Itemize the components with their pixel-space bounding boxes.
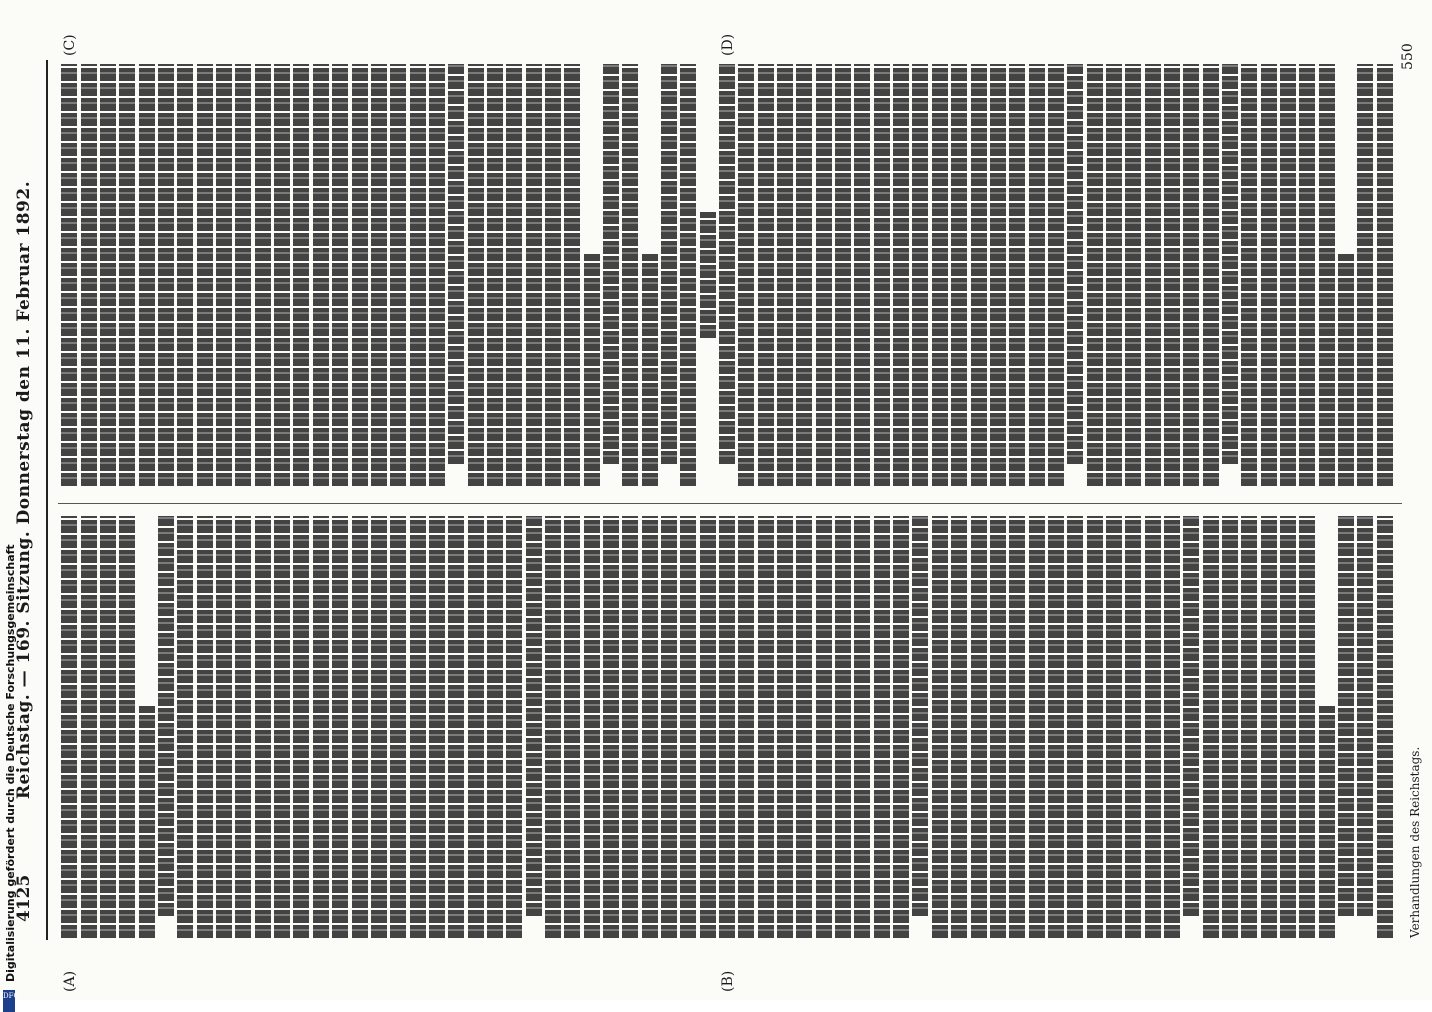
- text-line: [1241, 516, 1257, 938]
- text-line: [1338, 516, 1354, 916]
- text-line: [622, 516, 638, 938]
- text-line: [487, 516, 503, 938]
- text-line: [448, 64, 464, 464]
- text-line: [119, 516, 135, 938]
- text-line: [1203, 516, 1219, 938]
- text-line: [545, 64, 561, 486]
- text-line: [371, 64, 387, 486]
- text-line: [81, 516, 97, 938]
- text-line: [1029, 516, 1045, 938]
- text-line: [1299, 64, 1315, 486]
- text-line: [564, 516, 580, 938]
- text-line: [854, 516, 870, 938]
- text-line: [139, 64, 155, 486]
- text-line: [506, 516, 522, 938]
- text-line: [719, 516, 735, 938]
- text-line: [777, 64, 793, 486]
- text-line: [951, 516, 967, 938]
- text-line: [1048, 516, 1064, 938]
- text-line: [835, 64, 851, 486]
- text-line: [700, 516, 716, 938]
- text-line: [1164, 516, 1180, 938]
- text-line: [990, 516, 1006, 938]
- text-line: [216, 64, 232, 486]
- text-line: [1222, 64, 1238, 464]
- footer-note: Verhandlungen des Reichstags.: [1408, 746, 1422, 938]
- text-line: [777, 516, 793, 938]
- text-line: [390, 516, 406, 938]
- text-line: [487, 64, 503, 486]
- text-line: [352, 64, 368, 486]
- text-line: [971, 516, 987, 938]
- text-line: [719, 64, 735, 464]
- text-line: [932, 516, 948, 938]
- text-line: [158, 64, 174, 486]
- text-line: [100, 64, 116, 486]
- text-line: [912, 516, 928, 916]
- dfg-logo-label: DFG: [3, 992, 20, 1000]
- text-line: [1319, 64, 1335, 486]
- text-line: [758, 516, 774, 938]
- text-line: [758, 64, 774, 486]
- text-line: [1106, 64, 1122, 486]
- text-line: [1261, 516, 1277, 938]
- text-line: [61, 516, 77, 938]
- text-line: [835, 516, 851, 938]
- text-line: [1222, 516, 1238, 938]
- text-line: [680, 64, 696, 486]
- margin-marker-c: (C): [62, 34, 78, 56]
- text-line: [1164, 64, 1180, 486]
- text-line: [951, 64, 967, 486]
- text-line: [932, 64, 948, 486]
- text-line: [410, 64, 426, 486]
- text-line: [197, 516, 213, 938]
- text-line: [139, 706, 155, 938]
- text-line: [506, 64, 522, 486]
- text-line: [893, 516, 909, 938]
- text-line: [1241, 64, 1257, 486]
- text-line: [661, 516, 677, 938]
- text-line: [1357, 64, 1373, 486]
- text-line: [1338, 254, 1354, 486]
- text-line: [1377, 516, 1393, 938]
- text-line: [61, 64, 77, 486]
- text-line: [274, 64, 290, 486]
- text-line: [371, 516, 387, 938]
- text-line: [1067, 516, 1083, 938]
- margin-marker-b: (B): [720, 970, 736, 992]
- text-line: [313, 516, 329, 938]
- text-line: [1087, 516, 1103, 938]
- page-bottom-number: 550: [1400, 43, 1416, 70]
- dfg-logo: [3, 990, 20, 1012]
- text-line: [1203, 64, 1219, 486]
- text-line: [235, 516, 251, 938]
- text-line: [1029, 64, 1045, 486]
- text-line: [352, 516, 368, 938]
- text-line: [584, 516, 600, 938]
- text-line: [738, 516, 754, 938]
- text-line: [971, 64, 987, 486]
- text-line: [642, 516, 658, 938]
- text-line: [1125, 516, 1141, 938]
- text-line: [255, 64, 271, 486]
- text-line: [912, 64, 928, 486]
- page-header-title: Reichstag. — 169. Sitzung. Donnerstag den 11. Februar 1892.: [14, 180, 34, 800]
- text-line: [526, 64, 542, 486]
- text-line: [81, 64, 97, 486]
- text-line: [622, 64, 638, 486]
- text-line: [100, 516, 116, 938]
- text-line: [874, 64, 890, 486]
- text-line: [448, 516, 464, 938]
- text-line: [990, 64, 1006, 486]
- text-line: [1009, 516, 1025, 938]
- page-number: 4125: [14, 874, 34, 922]
- text-line: [1299, 516, 1315, 938]
- text-line: [1145, 516, 1161, 938]
- text-line: [603, 64, 619, 464]
- text-line: [1087, 64, 1103, 486]
- text-line: [1261, 64, 1277, 486]
- text-line: [526, 516, 542, 916]
- text-line: [119, 64, 135, 486]
- text-line: [390, 64, 406, 486]
- text-line: [177, 516, 193, 938]
- text-line: [1357, 516, 1373, 916]
- margin-marker-a: (A): [62, 970, 78, 992]
- text-line: [874, 516, 890, 938]
- text-line: [255, 516, 271, 938]
- text-line: [1280, 516, 1296, 938]
- text-line: [332, 516, 348, 938]
- text-line: [1183, 516, 1199, 916]
- text-line: [738, 64, 754, 486]
- text-column-right: [58, 64, 1402, 486]
- text-line: [816, 516, 832, 938]
- text-line: [158, 516, 174, 916]
- text-line: [584, 254, 600, 486]
- text-line: [235, 64, 251, 486]
- margin-marker-d: (D): [720, 33, 736, 56]
- text-line: [1067, 64, 1083, 464]
- text-line: [429, 64, 445, 486]
- text-line: [1280, 64, 1296, 486]
- text-line: [642, 254, 658, 486]
- text-line: [796, 516, 812, 938]
- text-line: [313, 64, 329, 486]
- text-line: [700, 212, 716, 339]
- text-line: [197, 64, 213, 486]
- text-line: [1145, 64, 1161, 486]
- text-line: [468, 516, 484, 938]
- text-line: [410, 516, 426, 938]
- text-line: [661, 64, 677, 464]
- text-line: [293, 64, 309, 486]
- column-divider: [58, 503, 1402, 504]
- text-line: [564, 64, 580, 486]
- text-line: [1106, 516, 1122, 938]
- text-line: [1319, 706, 1335, 938]
- text-line: [1048, 64, 1064, 486]
- text-line: [796, 64, 812, 486]
- text-line: [680, 516, 696, 938]
- text-line: [216, 516, 232, 938]
- text-line: [293, 516, 309, 938]
- text-line: [332, 64, 348, 486]
- text-line: [274, 516, 290, 938]
- text-line: [429, 516, 445, 938]
- text-line: [545, 516, 561, 938]
- header-rule: [46, 60, 48, 940]
- text-line: [1183, 64, 1199, 486]
- text-line: [1125, 64, 1141, 486]
- text-line: [854, 64, 870, 486]
- text-line: [603, 516, 619, 938]
- text-line: [468, 64, 484, 486]
- text-column-left: [58, 516, 1402, 938]
- text-line: [1009, 64, 1025, 486]
- text-line: [816, 64, 832, 486]
- text-line: [893, 64, 909, 486]
- digitization-note: Digitalisierung gefördert durch die Deutsche Forschungsgemeinschaft: [4, 544, 17, 982]
- text-line: [1377, 64, 1393, 486]
- text-line: [177, 64, 193, 486]
